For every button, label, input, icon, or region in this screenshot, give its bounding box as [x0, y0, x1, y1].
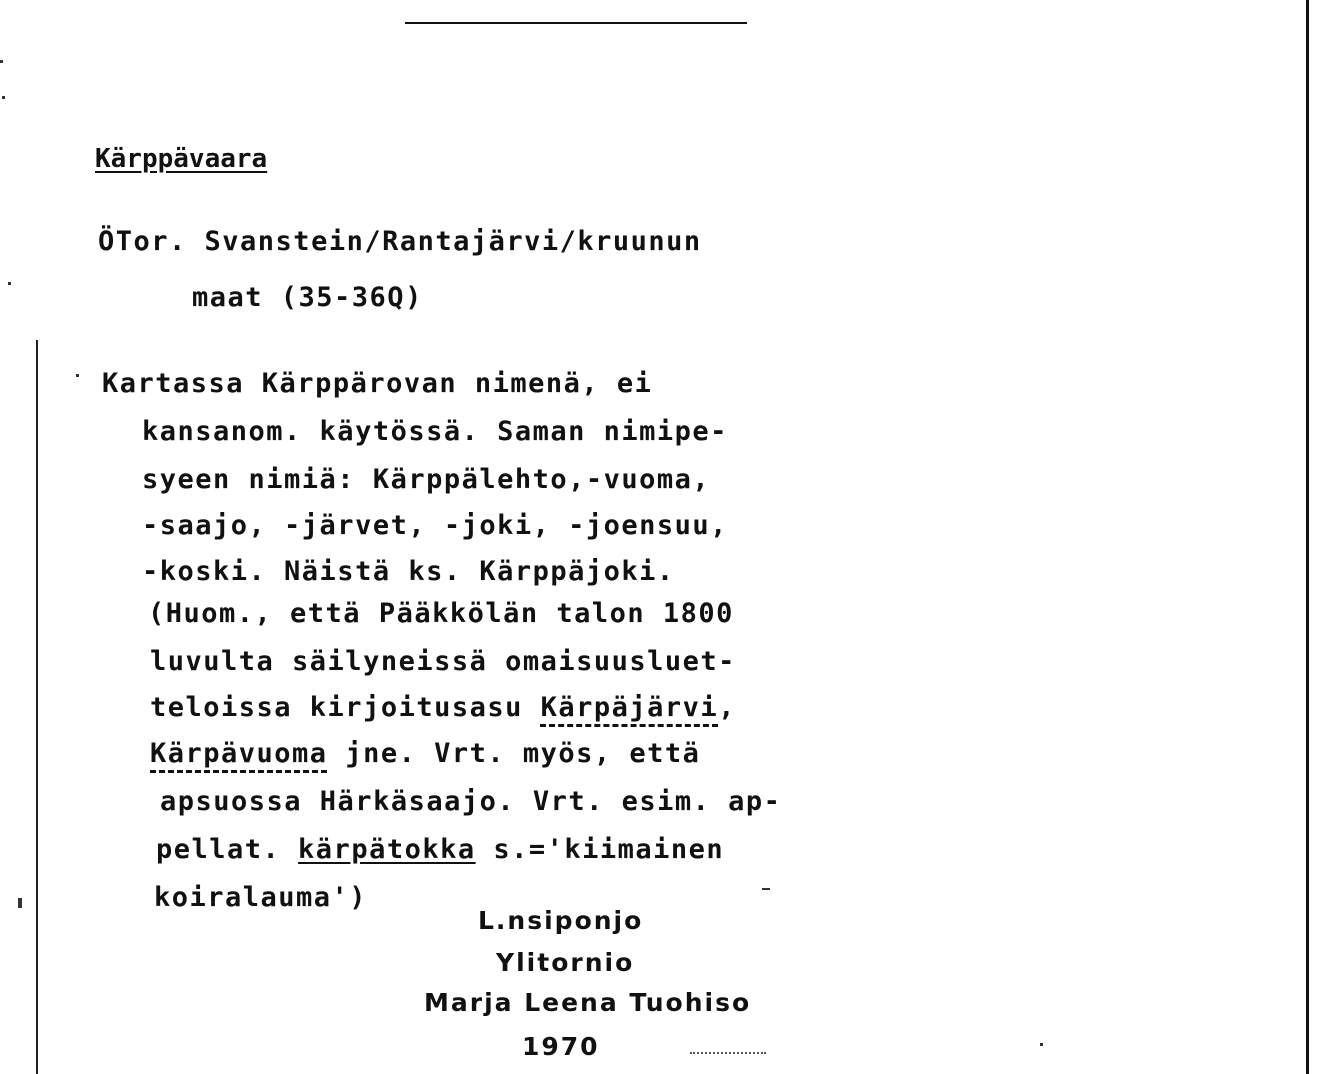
stamp-line-1: L.nsiponjo: [478, 906, 644, 935]
body-line-11-end: s.='kiimainen: [475, 834, 725, 865]
stamp-line-2: Ylitornio: [496, 948, 635, 977]
location-line-1: ÖTor. Svanstein/Rantajärvi/kruunun: [98, 226, 702, 257]
body-line-4: -saajo, -järvet, -joki, -joensuu,: [142, 510, 728, 541]
top-rule: [405, 22, 747, 24]
body-line-6: (Huom., että Pääkkölän talon 1800: [148, 598, 734, 629]
body-line-2: kansanom. käytössä. Saman nimipe-: [142, 416, 728, 447]
body-line-5: -koski. Näistä ks. Kärppäjoki.: [142, 556, 675, 587]
body-line-3: syeen nimiä: Kärppälehto,-vuoma,: [142, 464, 711, 495]
underlined-name-karpajarvi: Kärpäjärvi: [540, 692, 719, 723]
body-line-9-text: jne. Vrt. myös, että: [327, 738, 701, 769]
body-line-7: luvulta säilyneissä omaisuusluet-: [150, 646, 736, 677]
body-line-11-text: pellat.: [156, 834, 299, 865]
body-line-10: apsuossa Härkäsaajo. Vrt. esim. ap-: [160, 786, 782, 817]
body-line-9: [150, 740, 700, 767]
card-right-edge: [1306, 0, 1309, 1074]
scan-speck: [76, 374, 79, 377]
body-line-8-end: ,: [718, 692, 736, 723]
body-line-1: Kartassa Kärppärovan nimenä, ei: [102, 368, 653, 399]
entry-title: Kärppävaara: [95, 144, 268, 174]
scan-speck: [2, 96, 5, 99]
stamp-line-3: Marja Leena Tuohiso: [424, 988, 752, 1017]
body-line-8: [150, 694, 736, 721]
stamp-line-4: 1970: [522, 1032, 600, 1061]
body-line-11: [156, 836, 724, 863]
body-line-8-text: teloissa kirjoitusasu: [150, 692, 541, 723]
scan-speck: [1040, 1043, 1043, 1046]
underlined-word-karpatokka: kärpätokka: [298, 834, 476, 865]
scan-speck: [18, 898, 22, 908]
scan-speck: [762, 888, 770, 890]
scan-speck: [0, 60, 3, 63]
body-line-12: koiralauma'): [154, 882, 368, 913]
underlined-name-karpavuoma: Kärpävuoma: [150, 738, 328, 769]
scan-speck: [8, 282, 11, 285]
card-left-edge: [36, 340, 38, 1074]
location-line-2: maat (35-36Q): [192, 282, 423, 313]
dotted-mark: [690, 1052, 766, 1054]
